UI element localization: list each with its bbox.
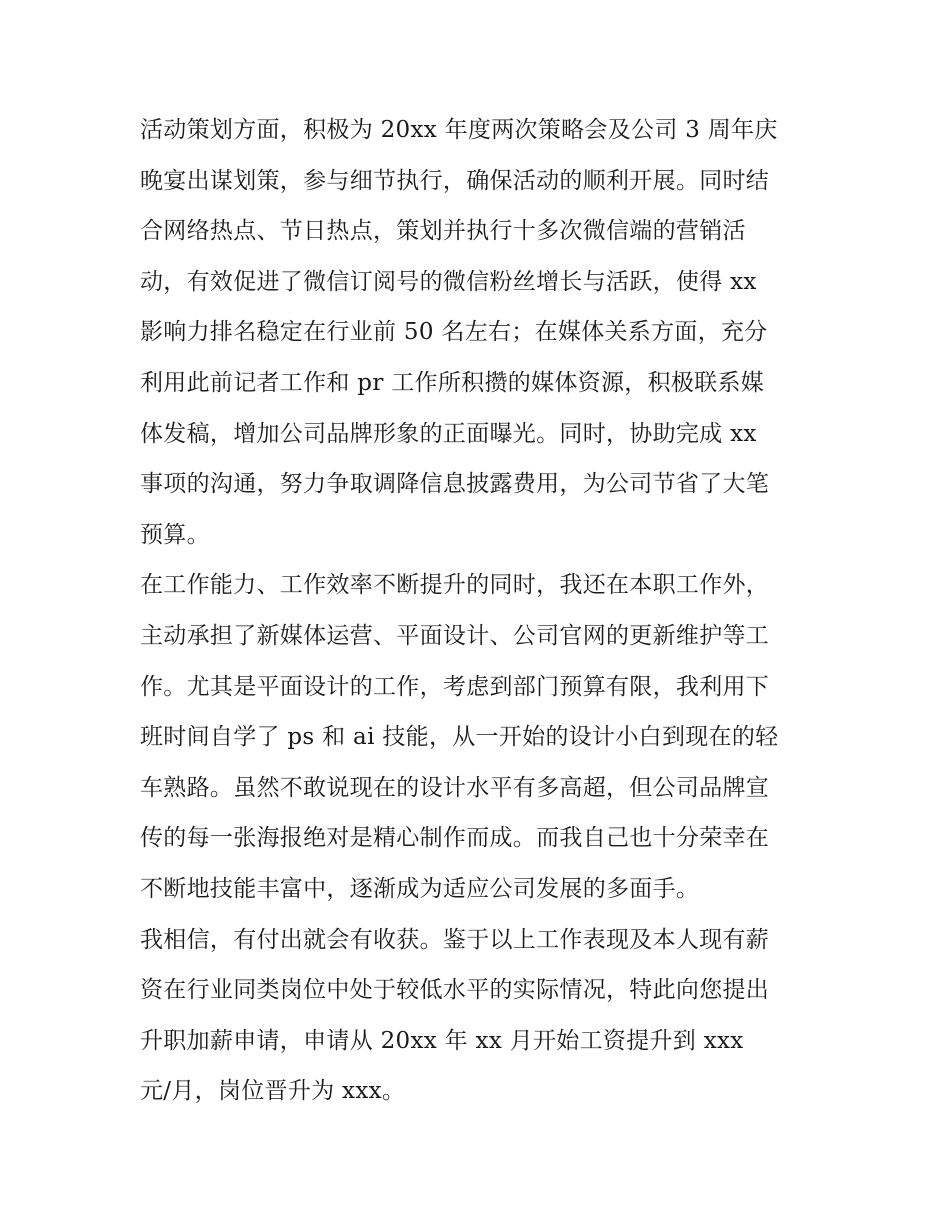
text-line: 体发稿，增加公司品牌形象的正面曝光。同时，协助完成 xx [140,420,757,447]
text-line: 传的每一张海报绝对是精心制作而成。而我自己也十分荣幸在 [140,825,770,852]
text-line: 动，有效促进了微信订阅号的微信粉丝增长与活跃，使得 xx [140,268,757,295]
text-line: 晚宴出谋划策，参与细节执行，确保活动的顺利开展。同时结 [140,167,770,194]
text-line: 作。尤其是平面设计的工作，考虑到部门预算有限，我利用下 [140,673,770,700]
text-line: 元/月，岗位晋升为 xxx。 [140,1078,406,1105]
document-body [140,105,820,1117]
text-line: 主动承担了新媒体运营、平面设计、公司官网的更新维护等工 [140,622,770,649]
text-line: 在工作能力、工作效率不断提升的同时，我还在本职工作外， [140,572,770,599]
text-line: 利用此前记者工作和 pr 工作所积攒的媒体资源，积极联系媒 [140,369,765,396]
text-line: 班时间自学了 ps 和 ai 技能，从一开始的设计小白到现在的轻 [140,724,779,751]
text-line: 升职加薪申请，申请从 20xx 年 xx 月开始工资提升到 xxx [140,1027,744,1054]
text-line: 事项的沟通，努力争取调降信息披露费用，为公司节省了大笔 [140,471,770,498]
text-line: 我相信，有付出就会有收获。鉴于以上工作表现及本人现有薪 [140,926,770,953]
text-line: 合网络热点、节日热点，策划并执行十多次微信端的营销活 [140,218,746,245]
text-line: 车熟路。虽然不敢说现在的设计水平有多高超，但公司品牌宣 [140,774,770,801]
text-line: 影响力排名稳定在行业前 50 名左右；在媒体关系方面，充分 [140,319,768,346]
text-line: 预算。 [140,521,210,548]
text-line: 不断地技能丰富中，逐渐成为适应公司发展的多面手。 [140,875,700,902]
text-line: 资在行业同类岗位中处于较低水平的实际情况，特此向您提出 [140,977,770,1004]
text-line: 活动策划方面，积极为 20xx 年度两次策略会及公司 3 周年庆 [140,117,778,143]
